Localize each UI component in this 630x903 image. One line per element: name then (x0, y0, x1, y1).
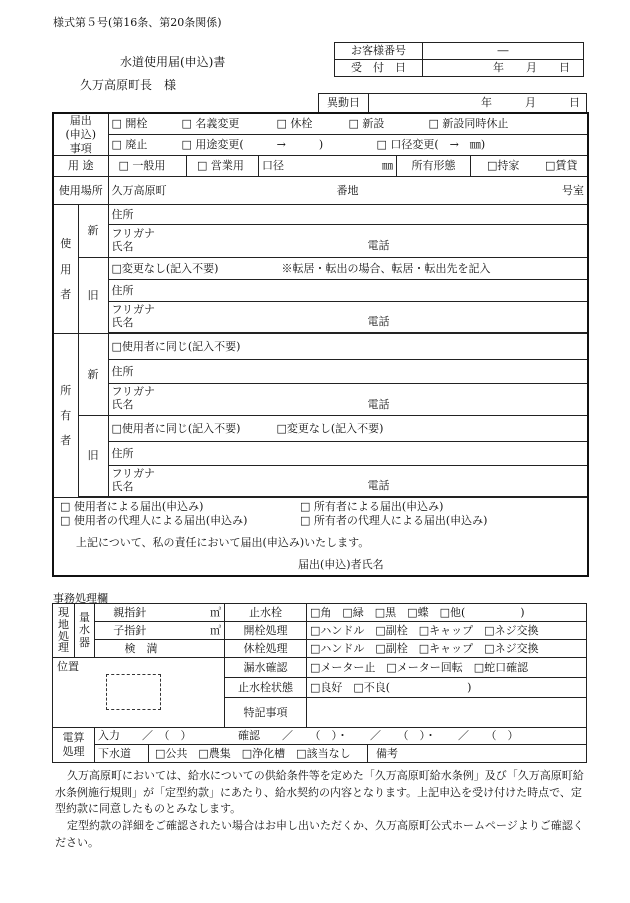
calc-process-label: 電算 処理 (53, 728, 95, 763)
valve-state-label: 止水栓状態 (225, 678, 307, 698)
user-new-label: 新 (78, 205, 108, 258)
own-house[interactable]: □持家 (487, 159, 520, 173)
inspect-label: 検 満 (95, 640, 225, 658)
opt-diameter-change[interactable]: □ 口径変更( → ㎜) (376, 138, 486, 152)
parent-meter-label: 親指針 (95, 604, 165, 622)
open-process-options[interactable]: □ハンドル □副栓 □キャップ □ネジ交換 (307, 622, 587, 640)
location-label: 使用場所 (53, 177, 108, 205)
usage-label: 用 途 (53, 156, 108, 177)
leak-check-label: 漏水確認 (225, 658, 307, 678)
user-label: 使 用 者 (53, 205, 78, 334)
received-date-label: 受 付 日 (335, 60, 423, 77)
owner-new-same[interactable]: □使用者に同じ(記入不要) (108, 334, 588, 360)
owner-new-name: 氏名 (111, 397, 134, 411)
applicant-owner-agent[interactable]: □ 所有者の代理人による届出(申込み) (300, 514, 488, 527)
opt-abolish[interactable]: □ 廃止 (111, 138, 148, 152)
close-process-label: 休栓処理 (225, 640, 307, 658)
customer-no-field[interactable]: ― (423, 43, 584, 60)
onsite-label: 現 地 処 理 (53, 604, 75, 658)
sewer-label: 下水道 (95, 745, 149, 762)
opt-open-valve[interactable]: □ 開栓 (111, 117, 148, 131)
valve-options[interactable]: □角 □緑 □黒 □蝶 □他( ) (307, 604, 587, 622)
location-gou: 号室 (562, 183, 584, 197)
opt-suspend[interactable]: □ 休栓 (276, 117, 313, 131)
footer-para-2: 定型約款の詳細をご確認されたい場合はお申し出いただくか、久万高原町公式ホームページよりご確認ください。 (55, 819, 584, 849)
child-meter-label: 子指針 (95, 622, 165, 640)
change-date-box (318, 93, 587, 113)
user-new-furigana: フリガナ (111, 227, 155, 241)
notification-label: 届出 (申込) 事項 (53, 113, 108, 156)
owner-old-address[interactable]: 住所 (108, 442, 588, 466)
applicant-user[interactable]: □ 使用者による届出(申込み) (60, 500, 204, 514)
owner-old-same[interactable]: □使用者に同じ(記入不要) (111, 421, 241, 435)
user-old-address[interactable]: 住所 (108, 280, 588, 302)
remarks-label: 備考 (376, 746, 398, 760)
owner-old-phone[interactable]: 電話 (367, 479, 390, 493)
user-old-label: 旧 (78, 258, 108, 334)
opt-usage-change[interactable]: □ 用途変更( → ) (181, 138, 324, 152)
parent-meter-unit: ㎥ (165, 604, 225, 622)
ownership-label: 所有形態 (397, 156, 471, 176)
owner-new-label: 新 (78, 334, 108, 416)
opt-new-install[interactable]: □ 新設 (348, 117, 385, 131)
office-table (52, 603, 587, 763)
change-date-label: 異動日 (319, 94, 369, 113)
signature-label: 届出(申込)者氏名 (298, 557, 384, 571)
form-title: 水道使用届(申込)書 (120, 55, 226, 69)
owner-label: 所 有 者 (53, 334, 78, 498)
owner-old-furigana: フリガナ (111, 467, 155, 481)
confirm-line[interactable]: 確認 ／ （ ）・ ／ （ ）・ ／ （ ） (238, 729, 519, 743)
owner-old-label: 旧 (78, 416, 108, 497)
user-old-name: 氏名 (111, 315, 134, 329)
rented[interactable]: □賃貸 (545, 159, 578, 173)
applicant-user-agent[interactable]: □ 使用者の代理人による届出(申込み) (60, 514, 248, 527)
user-new-name: 氏名 (111, 240, 134, 254)
addressee: 久万高原町長 様 (80, 78, 177, 92)
user-move-note: ※転居・転出の場合、転居・転出先を記入 (281, 261, 491, 275)
diameter-label: 口径 (262, 159, 284, 173)
opt-new-suspend[interactable]: □ 新設同時休止 (428, 117, 509, 131)
user-old-furigana: フリガナ (111, 303, 155, 317)
diameter-unit: ㎜ (382, 159, 393, 173)
usage-general[interactable]: □ 一般用 (109, 156, 187, 176)
owner-old-name: 氏名 (111, 479, 134, 493)
owner-new-phone[interactable]: 電話 (367, 398, 390, 412)
valve-label: 止水栓 (225, 604, 307, 622)
receipt-box (334, 42, 584, 77)
close-process-options[interactable]: □ハンドル □副栓 □キャップ □ネジ交換 (307, 640, 587, 658)
meter-label: 量 水 器 (75, 604, 95, 658)
owner-no-change[interactable]: □変更なし(記入不要) (276, 421, 384, 435)
child-meter-unit: ㎥ (165, 622, 225, 640)
main-form (52, 112, 589, 577)
footer-para-1: 久万高原町においては、給水についての供給条件等を定めた「久万高原町給水条例」及び「久万高原町給水条例施行規則」が「定型約款」にあたり、給水契約の内容となります。上記申込を受け付けた時点で、定型約款に同意したものとみなします。 (55, 769, 584, 815)
customer-no-label: お客様番号 (335, 43, 423, 60)
office-title: 事務処理欄 (53, 592, 108, 605)
applicant-owner[interactable]: □ 所有者による届出(申込み) (300, 500, 444, 514)
user-new-phone[interactable]: 電話 (367, 239, 390, 253)
user-old-phone[interactable]: 電話 (367, 315, 390, 329)
input-line[interactable]: 入力 ／ （ ） (98, 729, 192, 743)
location-town: 久万高原町 (111, 183, 167, 197)
user-new-name-field[interactable] (109, 225, 365, 257)
position-label: 位置 (57, 660, 79, 673)
location-banchi: 番地 (336, 183, 359, 197)
form-number: 様式第５号(第16条、第20条関係) (53, 16, 222, 29)
change-date-field[interactable]: 年 月 日 (369, 94, 587, 113)
valve-state-options[interactable]: □良好 □不良( ) (307, 678, 587, 698)
declaration: 上記について、私の責任において届出(申込み)いたします。 (76, 535, 370, 549)
usage-row (109, 156, 588, 176)
user-no-change[interactable]: □変更なし(記入不要) (111, 261, 219, 275)
owner-new-furigana: フリガナ (111, 385, 155, 399)
special-notes-label: 特記事項 (225, 698, 307, 728)
sewer-options[interactable]: □公共 □農集 □浄化槽 □該当なし (149, 745, 368, 762)
received-date-field[interactable]: 年 月 日 (423, 60, 584, 77)
usage-business[interactable]: □ 営業用 (187, 156, 259, 176)
position-box[interactable] (106, 674, 161, 710)
open-process-label: 開栓処理 (225, 622, 307, 640)
user-old-name-field[interactable] (109, 302, 365, 332)
user-new-address[interactable]: 住所 (108, 205, 588, 225)
owner-new-address[interactable]: 住所 (108, 360, 588, 384)
opt-name-change[interactable]: □ 名義変更 (181, 117, 240, 131)
special-notes-field[interactable] (307, 698, 587, 728)
owner-new-name-field[interactable] (109, 384, 365, 415)
owner-old-name-field[interactable] (109, 466, 365, 496)
leak-check-options[interactable]: □メーター止 □メーター回転 □蛇口確認 (307, 658, 587, 678)
